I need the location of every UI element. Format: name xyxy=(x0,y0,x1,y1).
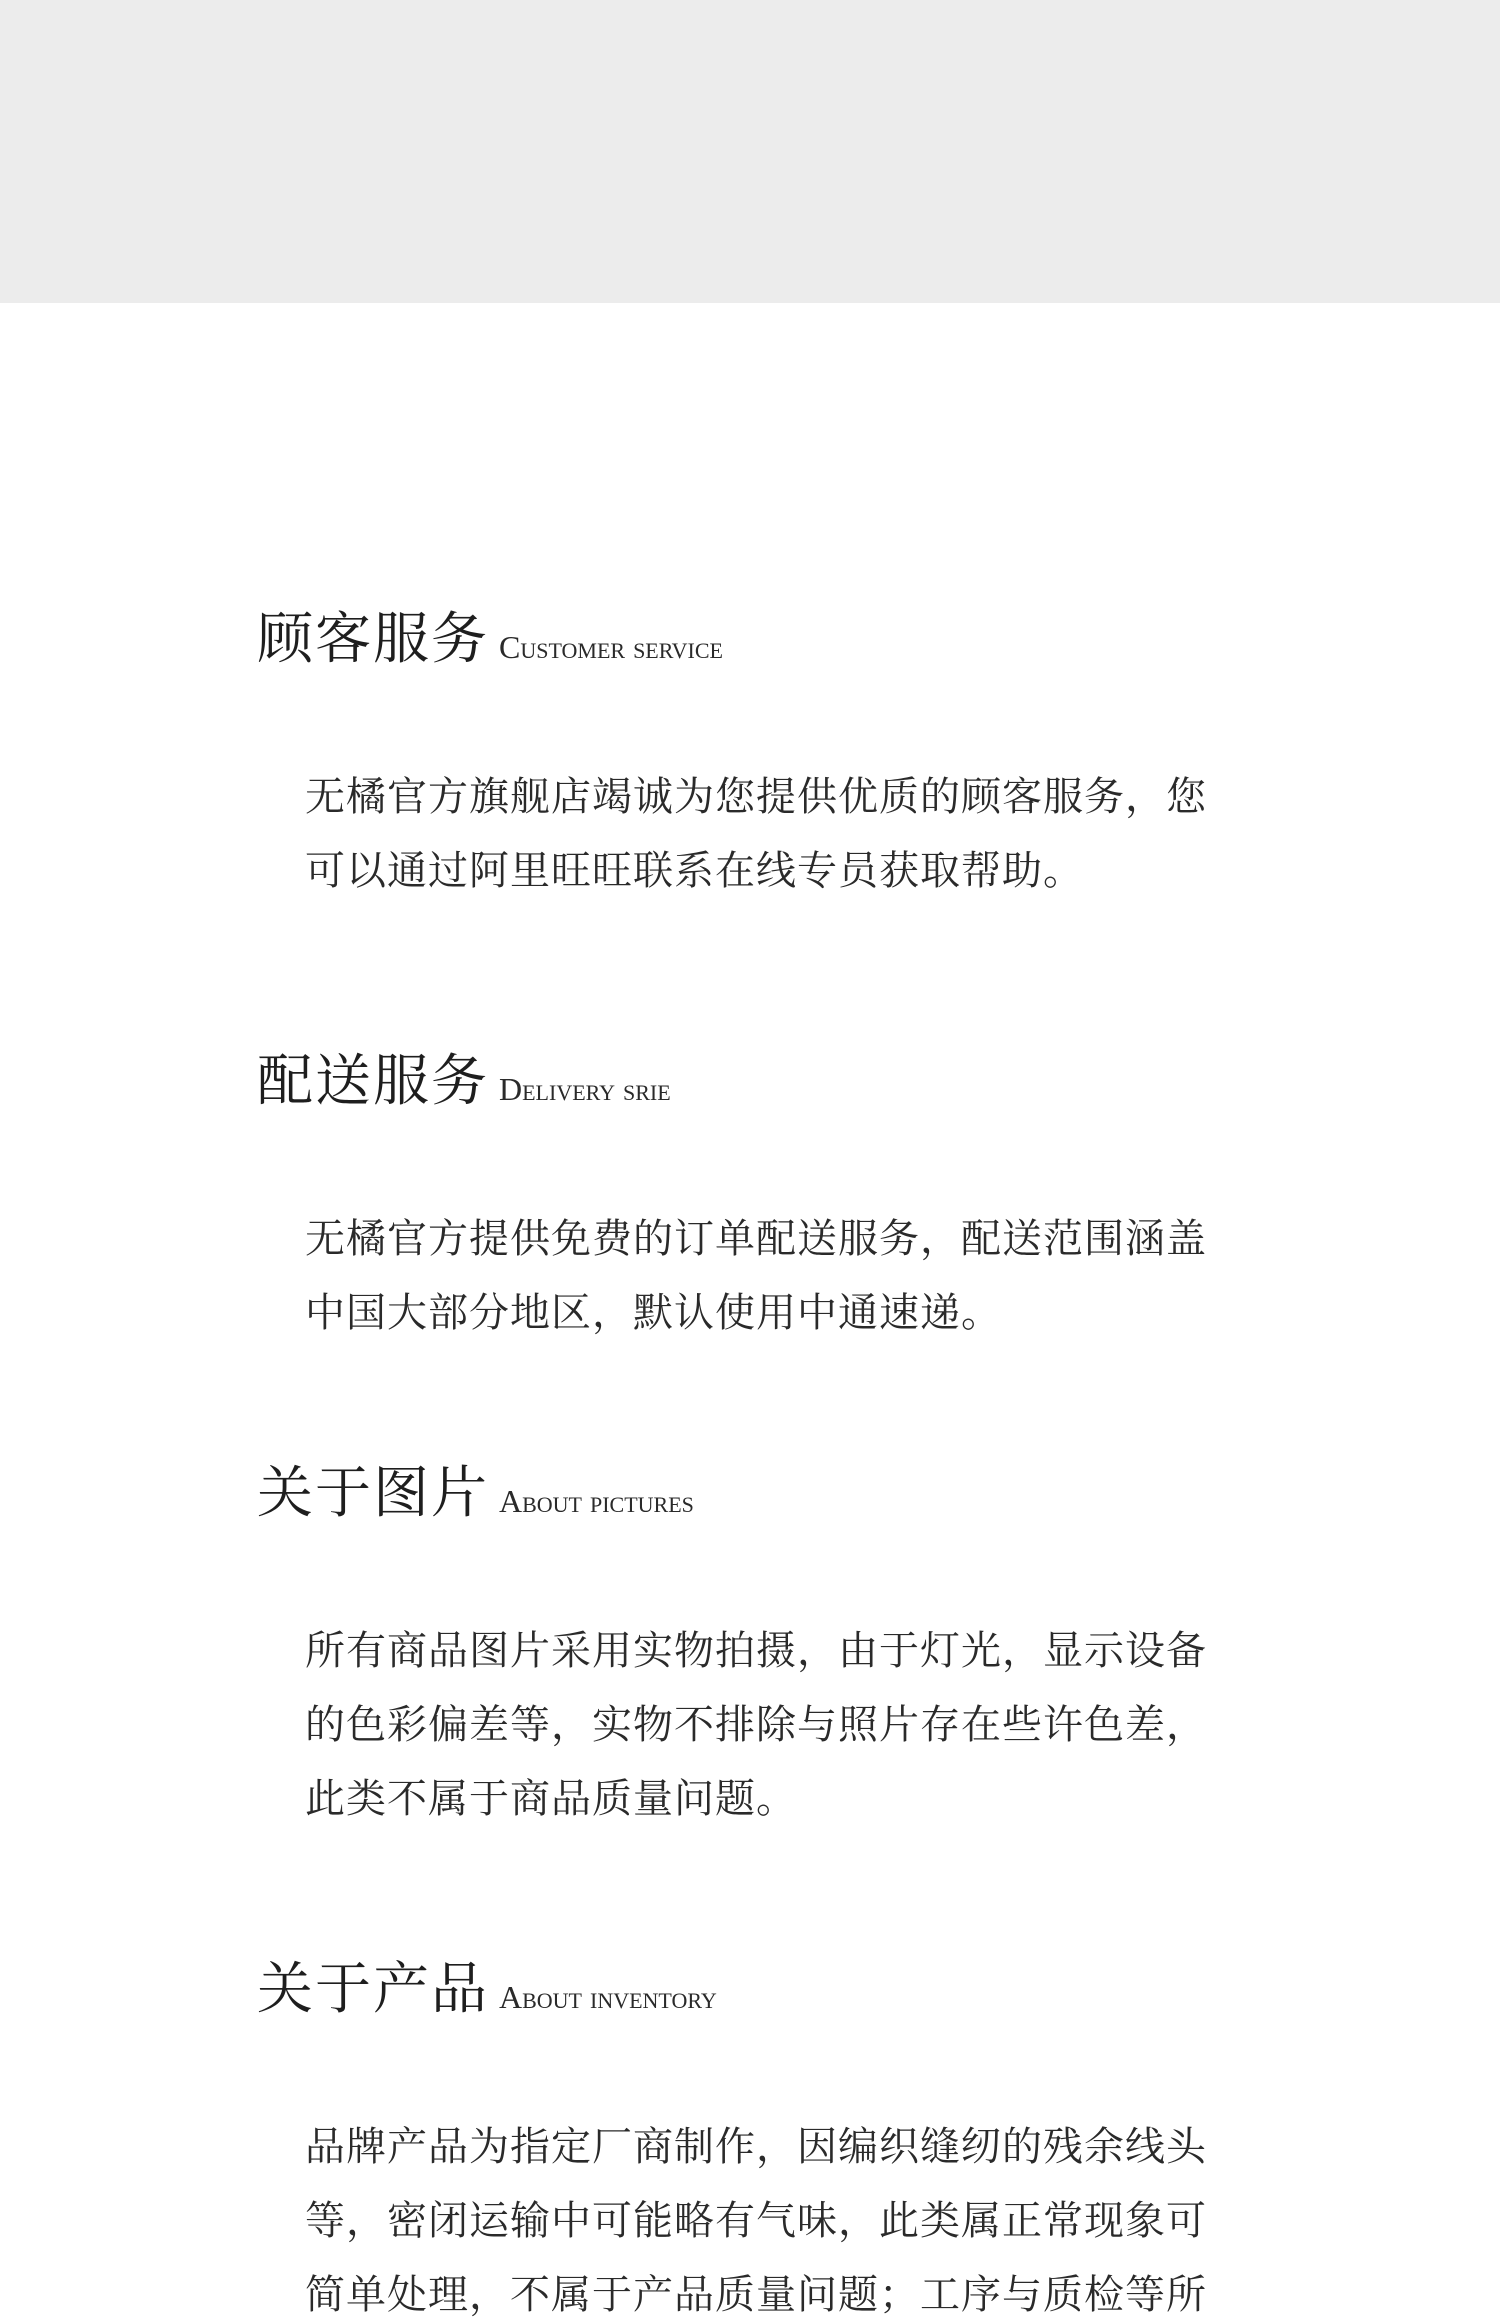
section-heading xyxy=(257,1461,1257,1526)
body-line: 可以通过阿里旺旺联系在线专员获取帮助。 xyxy=(305,848,1084,894)
body-line: 无橘官方提供免费的订单配送服务，配送范围涵盖 xyxy=(305,1216,1207,1262)
section-body xyxy=(305,2110,1235,2322)
delivery-service-section xyxy=(257,1049,1257,1350)
heading-chinese: 顾客服务 xyxy=(257,607,489,672)
heading-english: Customer service xyxy=(499,629,723,665)
section-body xyxy=(305,1614,1235,1836)
body-line: 的色彩偏差等，实物不排除与照片存在些许色差， xyxy=(305,1702,1207,1748)
heading-english: About inventory xyxy=(499,1979,717,2015)
section-heading xyxy=(257,607,1257,672)
heading-chinese: 关于产品 xyxy=(257,1957,489,2022)
heading-chinese: 配送服务 xyxy=(257,1049,489,1114)
body-line: 简单处理，不属于产品质量问题；工序与质检等所 xyxy=(305,2272,1207,2318)
body-line: 无橘官方旗舰店竭诚为您提供优质的顾客服务，您 xyxy=(305,774,1207,820)
section-heading xyxy=(257,1049,1257,1114)
body-line: 所有商品图片采用实物拍摄，由于灯光，显示设备 xyxy=(305,1628,1207,1674)
body-line: 等，密闭运输中可能略有气味，此类属正常现象可 xyxy=(305,2198,1207,2244)
about-pictures-section xyxy=(257,1461,1257,1836)
section-body xyxy=(305,760,1235,908)
heading-english: Delivery srie xyxy=(499,1071,671,1107)
section-heading xyxy=(257,1957,1257,2022)
body-line: 此类不属于商品质量问题。 xyxy=(305,1776,797,1822)
customer-service-section xyxy=(257,607,1257,908)
section-body xyxy=(305,1202,1235,1350)
body-line: 中国大部分地区，默认使用中通速递。 xyxy=(305,1290,1002,1336)
heading-chinese: 关于图片 xyxy=(257,1461,489,1526)
body-line: 品牌产品为指定厂商制作，因编织缝纫的残余线头 xyxy=(305,2124,1207,2170)
about-product-section xyxy=(257,1957,1257,2322)
heading-english: About pictures xyxy=(499,1483,694,1519)
top-banner-area xyxy=(0,0,1500,303)
